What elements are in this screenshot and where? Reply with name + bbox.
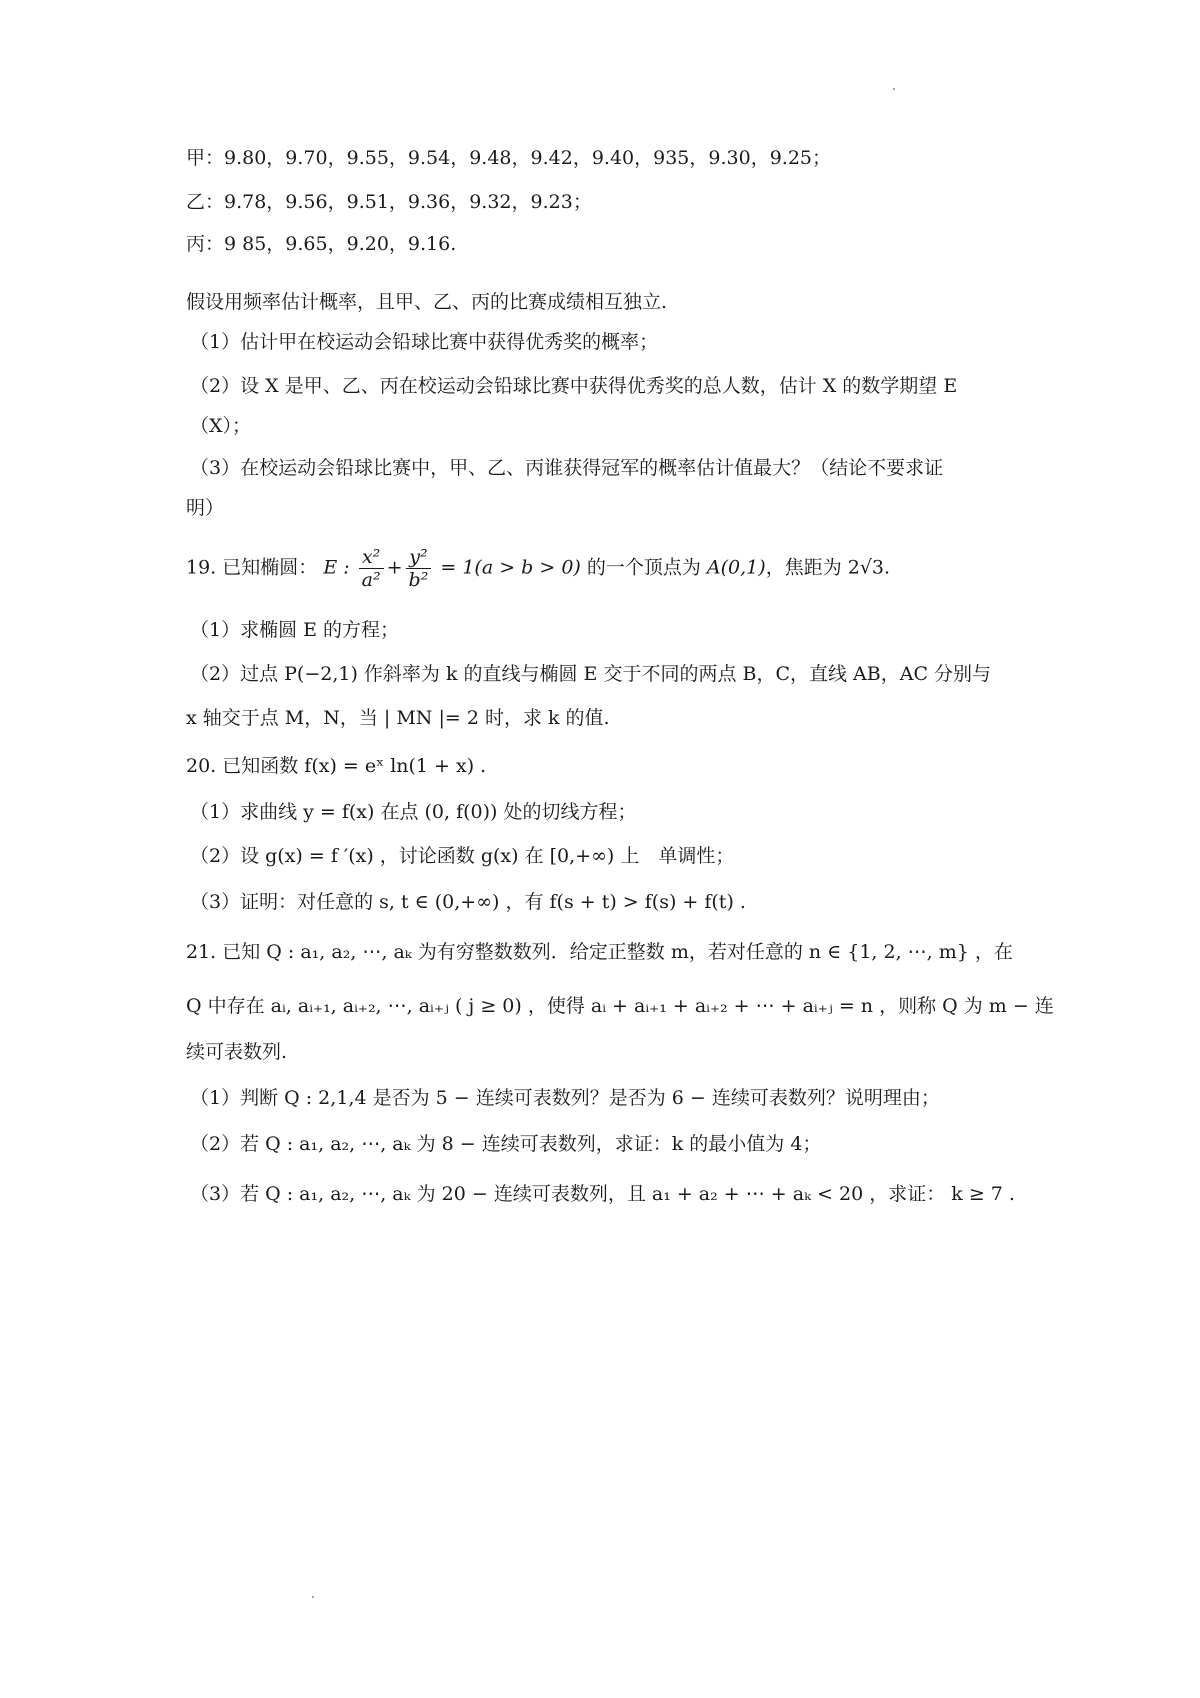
q19-end: . bbox=[884, 556, 891, 579]
q18-part3-line2: 明） bbox=[186, 497, 225, 519]
q19-ellipse-label: E : bbox=[323, 556, 350, 579]
q19-fraction-y-numerator: y² bbox=[406, 546, 432, 569]
scores-bing: 丙：9 85，9.65，9.20，9.16. bbox=[186, 233, 457, 255]
q19-part1: （1）求椭圆 E 的方程； bbox=[190, 619, 400, 641]
q19-part2-line2: x 轴交于点 M，N，当 | MN |= 2 时，求 k 的值. bbox=[186, 707, 610, 729]
q19-part2-line1: （2）过点 P(−2,1) 作斜率为 k 的直线与椭圆 E 交于不同的两点 B，C，直线 AB，AC 分别与 bbox=[190, 663, 992, 685]
scores-yi: 乙：9.78，9.56，9.51，9.36，9.32，9.23； bbox=[186, 191, 592, 213]
q21-stem-line2: Q 中存在 aᵢ, aᵢ₊₁, aᵢ₊₂, ⋯, aᵢ₊ⱼ ( j ≥ 0) ，使得 aᵢ + aᵢ₊₁ + aᵢ₊₂ + ⋯ + aᵢ₊ⱼ = n ，则称 Q 为 m − 连 bbox=[186, 995, 1054, 1017]
q19-focal-value: 2√3 bbox=[847, 556, 885, 579]
q21-stem-line1: 21. 已知 Q : a₁, a₂, ⋯, aₖ 为有穷整数数列．给定正整数 m，若对任意的 n ∈ {1, 2, ⋯, m} ，在 bbox=[186, 941, 1013, 963]
q18-part3-line1: （3）在校运动会铅球比赛中，甲、乙、丙谁获得冠军的概率估计值最大？（结论不要求证 bbox=[190, 457, 944, 479]
q21-part2: （2）若 Q : a₁, a₂, ⋯, aₖ 为 8 − 连续可表数列，求证：k 的最小值为 4； bbox=[190, 1133, 822, 1155]
q19-stem: 19. 已知椭圆： E : $\frac{\text{x²}}{\text{a²}}$ + $\frac{\text{y²}}{\text{b²}}$ = 1(a > b > 0) 的一个顶点为 A(0,1)，焦距为 2√3. bbox=[186, 546, 891, 591]
scan-speck bbox=[893, 88, 895, 90]
q18-part2-line1: （2）设 X 是甲、乙、丙在校运动会铅球比赛中获得优秀奖的总人数，估计 X 的数学期望 E bbox=[190, 375, 958, 397]
q19-fraction-y-denominator: b² bbox=[408, 569, 429, 591]
q20-part3: （3）证明：对任意的 s, t ∈ (0,+∞) ，有 f(s + t) > f(s) + f(t) . bbox=[190, 891, 746, 913]
q21-part3: （3）若 Q : a₁, a₂, ⋯, aₖ 为 20 − 连续可表数列，且 a₁ + a₂ + ⋯ + aₖ < 20 ，求证： k ≥ 7 . bbox=[190, 1183, 1015, 1205]
q19-fraction-x bbox=[359, 546, 384, 591]
q18-part2-line2: （X）； bbox=[190, 415, 252, 437]
q19-fraction-x-denominator: a² bbox=[361, 569, 381, 591]
q18-assumption: 假设用频率估计概率，且甲、乙、丙的比赛成绩相互独立. bbox=[186, 291, 668, 313]
q18-part1: （1）估计甲在校运动会铅球比赛中获得优秀奖的概率； bbox=[190, 331, 659, 353]
scan-speck bbox=[312, 1596, 314, 1598]
q19-mid-text: 的一个顶点为 bbox=[580, 556, 707, 579]
q19-fraction-x-numerator: x² bbox=[359, 546, 384, 569]
q21-stem-line3: 续可表数列. bbox=[186, 1041, 288, 1063]
q20-part2: （2）设 g(x) = f ′(x) ，讨论函数 g(x) 在 [0,+∞) 上 单调性； bbox=[190, 845, 735, 867]
q19-fraction-y bbox=[406, 546, 432, 591]
q19-focal-text: ，焦距为 bbox=[765, 556, 848, 579]
q21-part1: （1）判断 Q : 2,1,4 是否为 5 − 连续可表数列？是否为 6 − 连续可表数列？说明理由； bbox=[190, 1087, 940, 1109]
q19-prefix: 19. 已知椭圆： bbox=[186, 556, 318, 579]
q20-part1: （1）求曲线 y = f(x) 在点 (0, f(0)) 处的切线方程； bbox=[190, 801, 637, 823]
q19-vertex: A(0,1) bbox=[706, 556, 766, 579]
q20-stem: 20. 已知函数 f(x) = eˣ ln(1 + x) . bbox=[186, 755, 487, 777]
scores-jia: 甲：9.80，9.70，9.55，9.54，9.48，9.42，9.40，935，9.30，9.25； bbox=[186, 147, 832, 169]
q19-condition: = 1(a > b > 0) bbox=[440, 556, 581, 579]
